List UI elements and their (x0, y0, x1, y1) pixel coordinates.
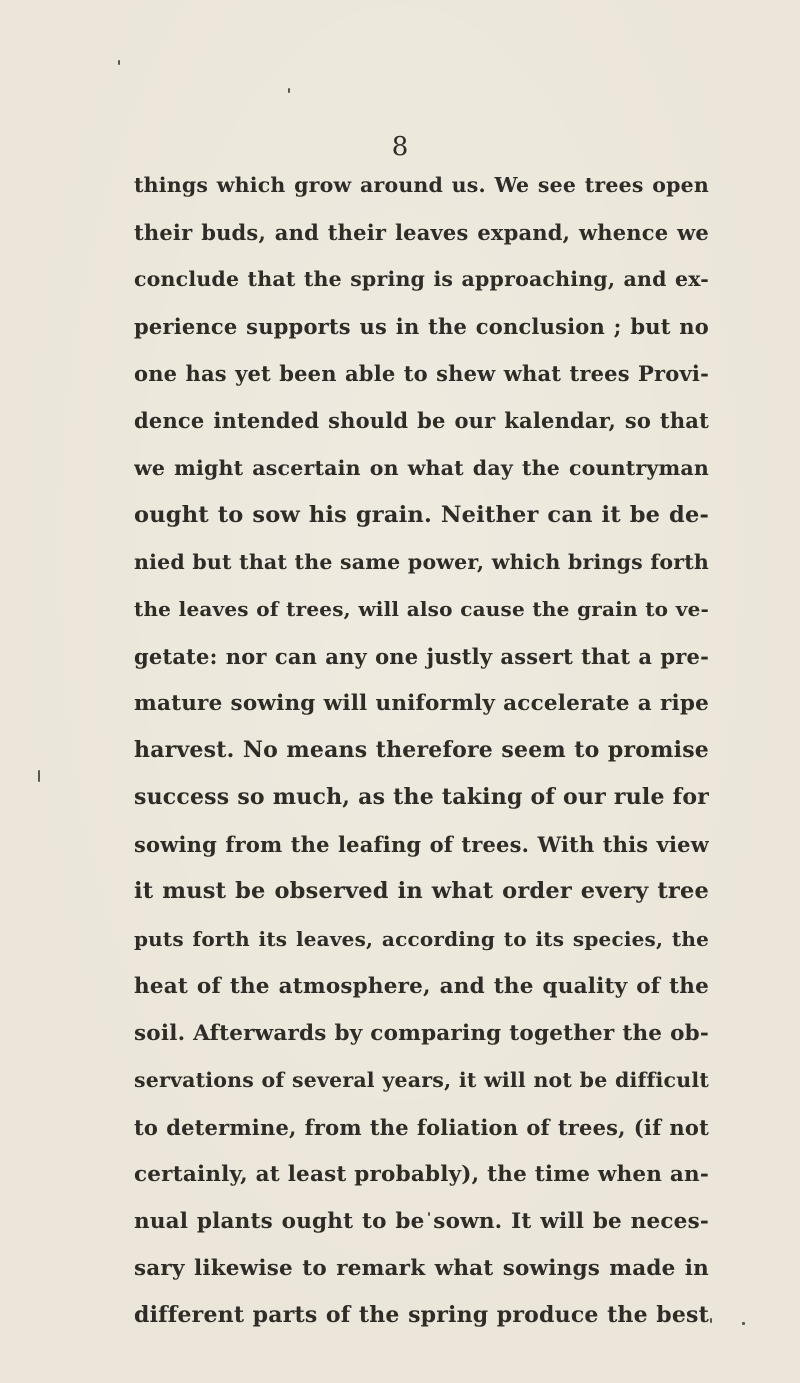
text-line: getate: nor can any one justly assert that a pre- (134, 643, 709, 669)
text-line: nual plants ought to be sown. It will be neces- (134, 1209, 709, 1235)
text-line: mature sowing will uniformly accelerate a ripe (134, 691, 709, 717)
ink-speck (710, 1318, 712, 1323)
page-number: 8 (391, 132, 409, 162)
text-line: to determine, from the foliation of trees, (if not (134, 1114, 709, 1140)
ink-speck (288, 88, 290, 93)
text-line: success so much, as the taking of our rule for (134, 784, 709, 811)
text-line: sary likewise to remark what sowings made in (134, 1256, 709, 1282)
text-line: conclude that the spring is approaching, and ex- (134, 267, 709, 292)
text-line: perience supports us in the conclusion ; but no (134, 314, 709, 340)
text-line: the leaves of trees, will also cause the grain to ve- (134, 596, 709, 621)
text-line: one has yet been able to shew what trees Provi- (134, 361, 709, 387)
text-line: nied but that the same power, which brings forth (134, 549, 709, 574)
body-text (134, 162, 709, 1339)
text-line: their buds, and their leaves expand, whence we (134, 220, 709, 246)
ink-speck (38, 770, 40, 782)
text-line: certainly, at least probably), the time when an- (134, 1161, 709, 1187)
text-line: servations of several years, it will not be difficult (134, 1067, 709, 1092)
text-line: things which grow around us. We see trees open (134, 173, 709, 197)
text-line: heat of the atmosphere, and the quality of the (134, 973, 709, 999)
text-line: soil. Afterwards by comparing together the ob- (134, 1020, 709, 1046)
ink-speck (742, 1322, 745, 1325)
text-line: harvest. No means therefore seem to promise (134, 737, 709, 764)
text-line: we might ascertain on what day the countryman (134, 455, 709, 480)
text-line: different parts of the spring produce the best (134, 1302, 709, 1329)
text-line: ought to sow his grain. Neither can it be de- (134, 501, 709, 528)
text-line: sowing from the leafing of trees. With this view (134, 832, 709, 858)
text-line: it must be observed in what order every tree (134, 878, 709, 905)
text-line: dence intended should be our kalendar, so that (134, 408, 709, 434)
text-line: puts forth its leaves, according to its species, the (134, 926, 709, 951)
ink-speck (118, 60, 120, 65)
